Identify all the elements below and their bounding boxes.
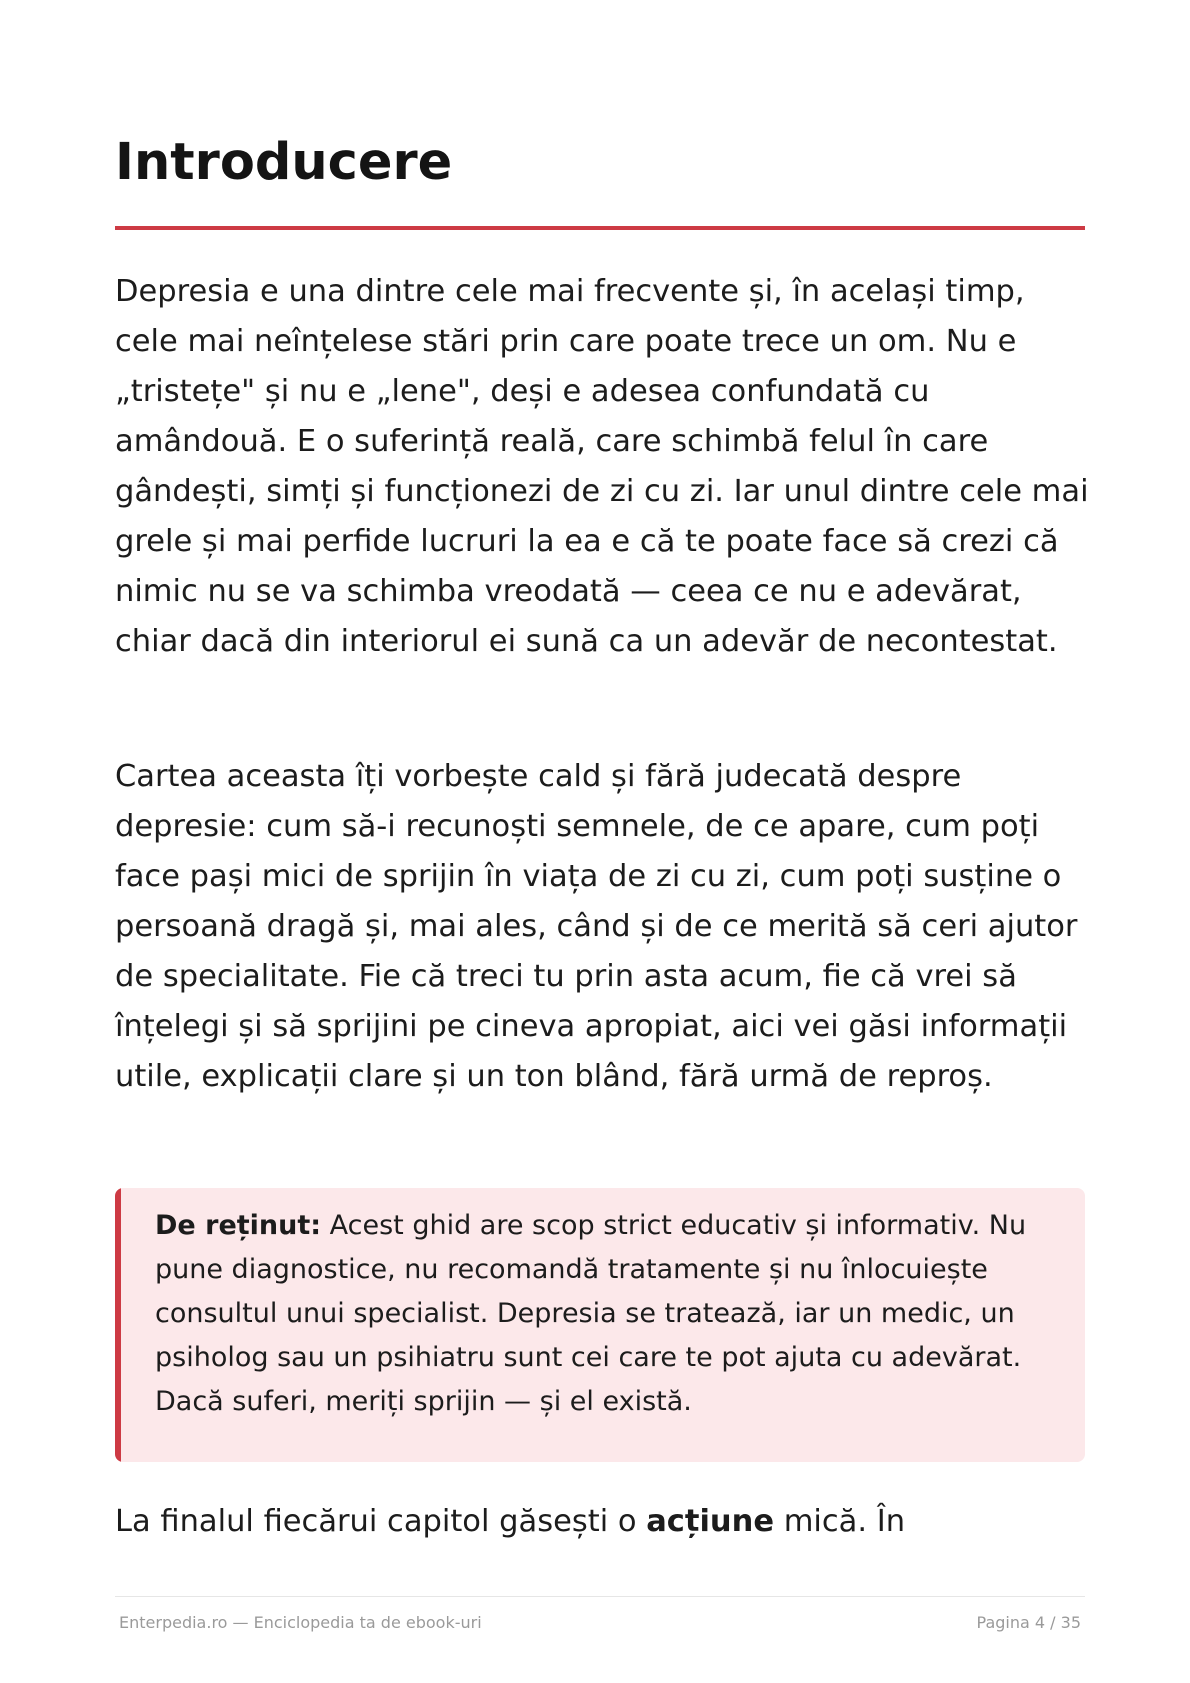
paragraph-3-end: mică. În	[774, 1504, 906, 1539]
footer-divider	[115, 1596, 1085, 1597]
title-divider	[115, 226, 1085, 230]
paragraph-3-bold: acțiune	[646, 1504, 775, 1539]
footer-page-number: Pagina 4 / 35	[976, 1613, 1081, 1632]
intro-paragraph-3	[115, 1497, 1090, 1547]
callout-text	[155, 1204, 1035, 1424]
footer-site-name: Enterpedia.ro — Enciclopedia ta de ebook-uri	[119, 1613, 482, 1632]
callout-body: Acest ghid are scop strict educativ și informativ. Nu pune diagnostice, nu recomandă tratamente și nu înlocuiește consultul unui specialist. Depresia se tratează, iar un medic, un psiholog sau un psihiatru sunt cei care te pot ajuta cu adevărat. Dacă suferi, meriți sprijin — și el există.	[155, 1210, 1027, 1417]
callout-accent-bar	[115, 1188, 121, 1462]
intro-paragraph-2: Cartea aceasta îți vorbește cald și fără judecată despre depresie: cum să-i recunoști semnele, de ce apare, cum poți face pași mici de sprijin în viața de zi cu zi, cum poți susține o persoană dragă și, mai ales, când și de ce merită să ceri ajutor de specialitate. Fie că treci tu prin asta acum, fie că vrei să înțelegi și să sprijini pe cineva apropiat, aici vei găsi informații utile, explicații clare și un ton blând, fără urmă de reproș.	[115, 759, 1078, 1094]
intro-paragraph-1: Depresia e una dintre cele mai frecvente și, în același timp, cele mai neînțelese stări prin care poate trece un om. Nu e „tristețe" și nu e „lene", deși e adesea confundată cu amândouă. E o suferință reală, care schimbă felul în care gândești, simți și funcționezi de zi cu zi. Iar unul dintre cele mai grele și mai perfide lucruri la ea e că te poate face să crezi că nimic nu se va schimba vreodată — ceea ce nu e adevărat, chiar dacă din interiorul ei sună ca un adevăr de necontestat.	[115, 274, 1089, 659]
callout-label: De reținut:	[155, 1210, 322, 1241]
page-title: Introducere	[115, 133, 453, 192]
paragraph-3-start: La finalul fiecărui capitol găsești o	[115, 1504, 647, 1539]
note-callout	[115, 1188, 1085, 1462]
